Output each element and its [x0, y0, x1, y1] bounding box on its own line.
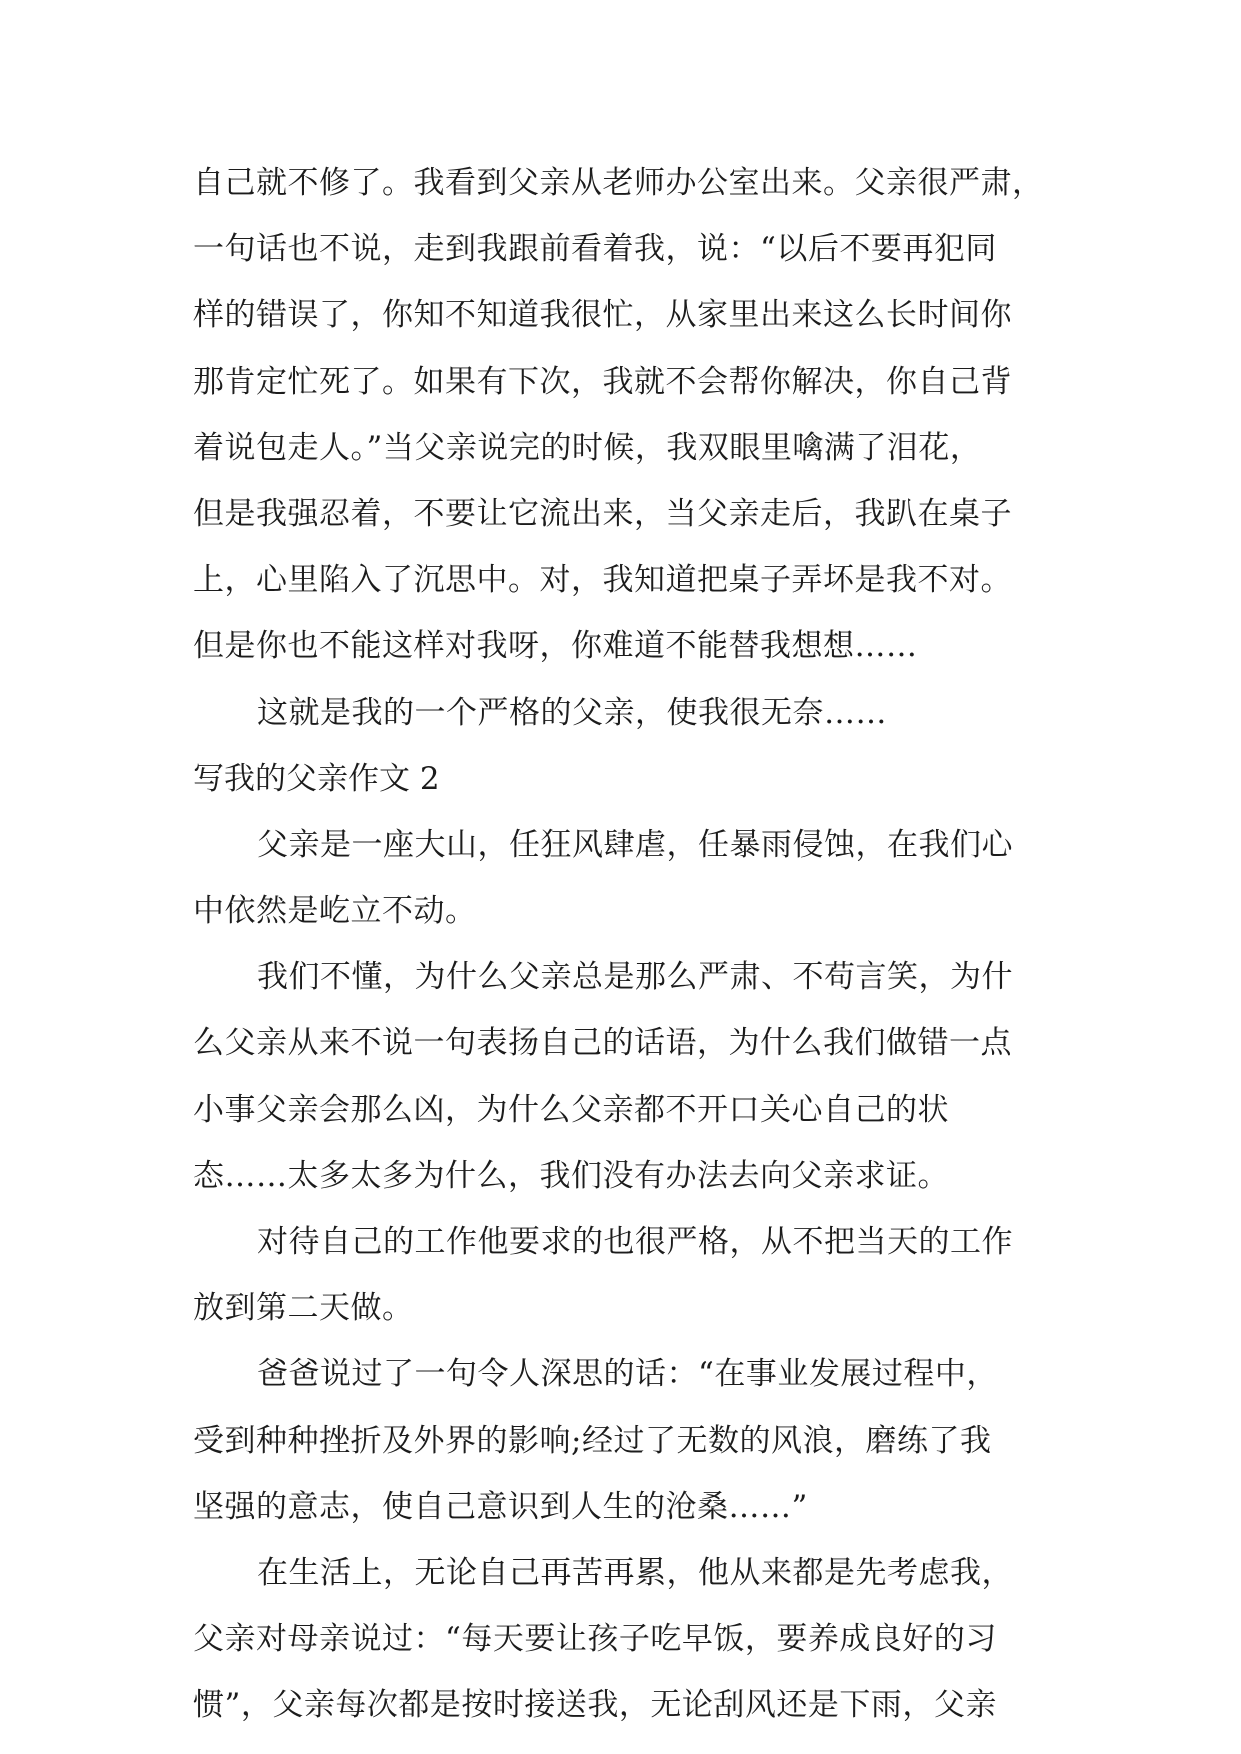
- paragraph-line: 在生活上，无论自己再苦再累，他从来都是先考虑我，: [257, 1554, 1013, 1591]
- text-line: 态……太多太多为什么，我们没有办法去向父亲求证。: [193, 1157, 949, 1194]
- text-line: 自己就不修了。我看到父亲从老师办公室出来。父亲很严肃，: [193, 165, 1044, 201]
- text-line: 父亲对母亲说过：“每天要让孩子吃早饭，要养成良好的习: [193, 1621, 997, 1658]
- paragraph-line: 这就是我的一个严格的父亲，使我很无奈……: [257, 694, 887, 731]
- text-line: 一句话也不说，走到我跟前看着我，说：“以后不要再犯同: [193, 231, 997, 268]
- text-line: 但是我强忍着，不要让它流出来，当父亲走后，我趴在桌子: [193, 495, 1012, 532]
- text-line: 受到种种挫折及外界的影响;经过了无数的风浪，磨练了我: [193, 1422, 992, 1459]
- paragraph-line: 爸爸说过了一句令人深思的话：“在事业发展过程中，: [257, 1356, 998, 1393]
- text-line: 样的错误了，你知不知道我很忙，从家里出来这么长时间你: [193, 297, 1012, 334]
- text-line: 惯”，父亲每次都是按时接送我，无论刮风还是下雨，父亲: [193, 1687, 997, 1724]
- text-line: 但是你也不能这样对我呀，你难道不能替我想想……: [193, 628, 918, 665]
- text-line: 放到第二天做。: [193, 1290, 414, 1327]
- paragraph-line: 对待自己的工作他要求的也很严格，从不把当天的工作: [257, 1224, 1013, 1260]
- text-line: 小事父亲会那么凶，为什么父亲都不开口关心自己的状: [193, 1091, 949, 1128]
- paragraph-line: 我们不懂，为什么父亲总是那么严肃、不苟言笑，为什: [257, 959, 1013, 996]
- text-line: 坚强的意志，使自己意识到人生的沧桑……”: [193, 1488, 808, 1525]
- text-line: 着说包走人。”当父亲说完的时候，我双眼里噙满了泪花，: [193, 429, 982, 466]
- text-line: 上，心里陷入了沉思中。对，我知道把桌子弄坏是我不对。: [193, 562, 1012, 599]
- document-body: [193, 150, 1063, 1739]
- text-line: 么父亲从来不说一句表扬自己的话语，为什么我们做错一点: [193, 1025, 1012, 1062]
- text-line: 中依然是屹立不动。: [193, 893, 477, 930]
- section-heading: 写我的父亲作文 2: [193, 760, 440, 797]
- paragraph-line: 父亲是一座大山，任狂风肆虐，任暴雨侵蚀，在我们心: [257, 826, 1013, 863]
- text-line: 那肯定忙死了。如果有下次，我就不会帮你解决，你自己背: [193, 363, 1012, 400]
